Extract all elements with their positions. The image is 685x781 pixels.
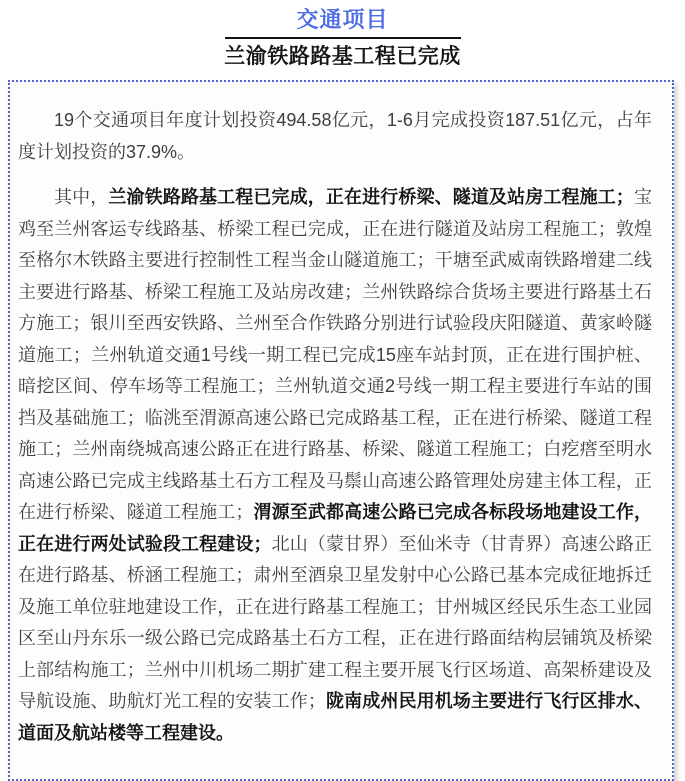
category-heading: 交通项目: [296, 7, 389, 32]
text-segment: 北山（蒙甘界）至仙米寺（甘青界）高速公路正在进行路基、桥涵工程施工；肃州至酒泉卫星发射中心公路已基本完成征地拆迁及施工单位驻地建设工作，正在进行路基工程施工；甘州城区经民乐生态工业园区至山丹东乐一级公路已完成路基土石方工程，正在进行路面结构层铺筑及桥梁上部结构施工；兰州中川机场二期扩建工程主要开展飞行区场道、高架桥建设及导航设施、助航灯光工程的安装工作；: [18, 533, 652, 711]
text-segment-bold: 兰渝铁路路基工程已完成，正在进行桥梁、隧道及站房工程施工；: [108, 187, 634, 207]
text-segment-bold: 渭源至武都高速公路已完成各标段场地建设工作，正在进行两处试验段工程建设；: [18, 502, 653, 554]
paragraph-investment-summary: 19个交通项目年度计划投资494.58亿元，1-6月完成投资187.51亿元，占年度计划投资的37.9%。: [18, 110, 652, 162]
paragraph-project-details: [18, 182, 652, 749]
text-segment-bold: 陇南成州民用机场主要进行飞行区排水、道面及航站楼等工程建设。: [18, 691, 653, 743]
category-divider: [225, 37, 461, 39]
text-segment: 其中，: [54, 187, 109, 207]
article-title: 兰渝铁路路基工程已完成: [224, 45, 461, 68]
article-body-box: [8, 80, 674, 781]
article-header: [0, 0, 685, 69]
text-segment: 宝鸡至兰州客运专线路基、桥梁工程已完成，正在进行隧道及站房工程施工；敦煌至格尔木铁路主要进行控制性工程当金山隧道施工；干塘至武威南铁路增建二线主要进行路基、桥梁工程施工及站房改建；兰州铁路综合货场主要进行路基土石方施工；银川至西安铁路、兰州至合作铁路分别进行试验段庆阳隧道、黄家岭隧道施工；兰州轨道交通1号线一期工程已完成15座车站封顶，正在进行围护桩、暗挖区间、停车场等工程施工；兰州轨道交通2号线一期工程主要进行车站的围挡及基础施工；临洮至渭源高速公路已完成路基工程，正在进行桥梁、隧道工程施工；兰州南绕城高速公路正在进行路基、桥梁、隧道工程施工；白疙瘩至明水高速公路已完成主线路基土石方工程及马鬃山高速公路管理处房建主体工程，正在进行桥梁、隧道工程施工；: [18, 187, 652, 522]
